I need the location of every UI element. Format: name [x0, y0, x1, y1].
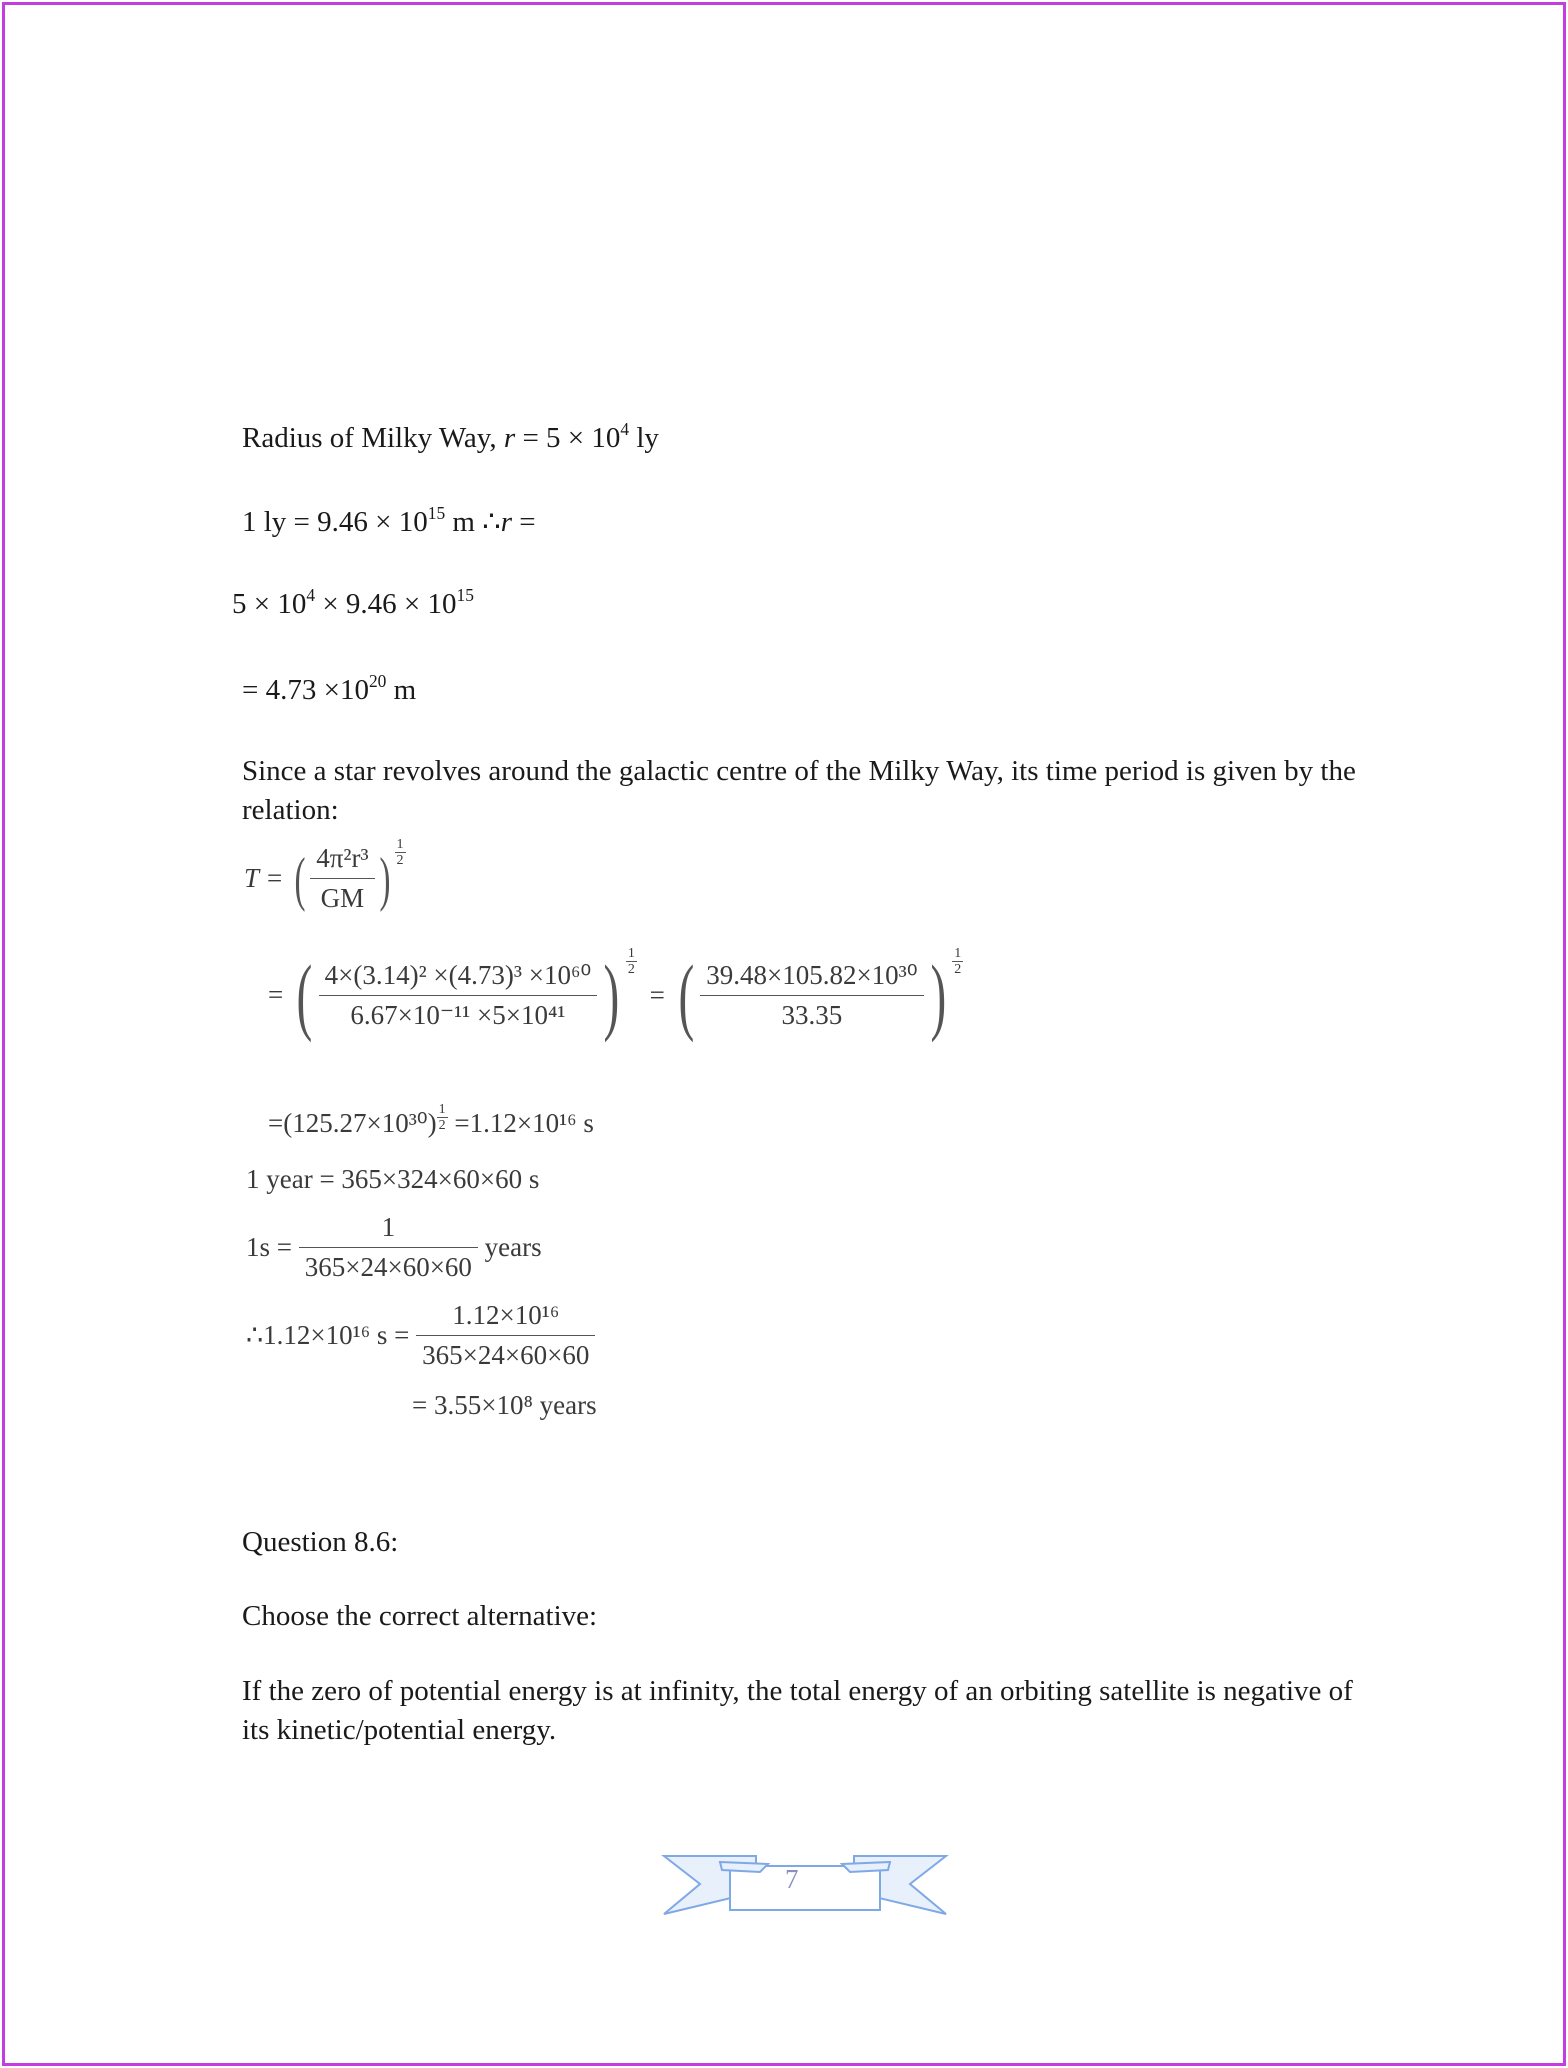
eq-sign: =: [649, 979, 665, 1010]
question-prompt: Choose the correct alternative:: [242, 1600, 598, 1632]
one-s-numerator: 1: [299, 1212, 478, 1248]
conversion-fraction: [416, 1300, 595, 1371]
half-d: 2: [438, 1118, 446, 1133]
formula-T: [244, 837, 406, 914]
simplified-fraction: [700, 960, 923, 1031]
substitution-fraction: [319, 960, 598, 1031]
product-a-exp: 4: [306, 584, 316, 605]
footer-ribbon: [660, 1850, 950, 1920]
ly-unit: m ∴: [445, 506, 501, 538]
half-d: 2: [627, 962, 635, 977]
half-exponent: [626, 946, 637, 977]
formula-T-numerator: 4π²r³: [310, 843, 374, 879]
result-open: =(125.27×10³⁰): [268, 1108, 437, 1138]
half-exponent: [437, 1102, 448, 1133]
final-years: = 3.55×10⁸ years: [412, 1390, 597, 1420]
ly-r-var: r: [500, 506, 512, 538]
year-definition: 1 year = 365×324×60×60 s: [246, 1164, 540, 1194]
formula-T-lhs: T =: [244, 863, 284, 893]
radius-label: Radius of Milky Way,: [242, 422, 504, 454]
paren-close: ): [930, 947, 946, 1043]
result-seconds: =1.12×10¹⁶ s: [447, 1108, 594, 1138]
ly-def: 1 ly = 9.46 × 10: [242, 506, 428, 538]
half-d: 2: [396, 853, 404, 868]
one-second-conversion: [246, 1212, 542, 1283]
half-exponent: [952, 946, 963, 977]
substitution-denominator: 6.67×10⁻¹¹ ×5×10⁴¹: [350, 999, 566, 1030]
paren-open: (: [294, 845, 306, 912]
radius-eq: = 5 × 10: [515, 422, 621, 454]
one-s-unit: years: [484, 1232, 542, 1262]
product-b-exp: 15: [456, 584, 474, 605]
result-r: = 4.73 ×10: [242, 674, 369, 706]
one-s-denominator: 365×24×60×60: [304, 1252, 472, 1282]
one-s-fraction: [299, 1212, 478, 1283]
one-s-lhs: 1s =: [246, 1232, 292, 1262]
question-title: Question 8.6:: [242, 1526, 399, 1558]
conversion-lhs: ∴1.12×10¹⁶ s =: [246, 1320, 410, 1350]
formula-substitution: [268, 946, 963, 1043]
result-r-unit: m: [386, 674, 417, 706]
formula-T-fraction: [310, 843, 374, 914]
formula-T-denominator: GM: [320, 883, 365, 913]
paragraph-since: Since a star revolves around the galactic centre of the Milky Way, its time period is given by the relation:: [242, 755, 1356, 826]
ribbon-icon: [660, 1850, 950, 1920]
radius-line: [242, 418, 659, 455]
product-b: × 9.46 × 10: [315, 588, 457, 620]
paren-close: ): [379, 845, 391, 912]
ly-r-eq: =: [511, 506, 536, 538]
radius-var: r: [503, 422, 516, 454]
radius-unit: ly: [629, 422, 659, 454]
substitution-numerator: 4×(3.14)² ×(4.73)³ ×10⁶⁰: [319, 960, 598, 996]
half-d: 2: [954, 962, 962, 977]
conversion-line: [246, 1300, 595, 1371]
paren-open: (: [678, 947, 694, 1043]
product-a: 5 × 10: [232, 588, 307, 620]
half-n: 1: [627, 946, 635, 961]
half-n: 1: [396, 837, 404, 852]
half-exponent: [395, 837, 406, 868]
radius-result-line: [242, 670, 417, 707]
conversion-numerator: 1.12×10¹⁶: [416, 1300, 595, 1336]
half-n: 1: [438, 1102, 446, 1117]
conversion-denominator: 365×24×60×60: [422, 1340, 590, 1370]
question-text: If the zero of potential energy is at infinity, the total energy of an orbiting satellite is negative of its kinetic/potential energy.: [242, 1675, 1353, 1746]
ly-exp: 15: [427, 502, 446, 523]
radius-exp: 4: [620, 418, 630, 439]
half-n: 1: [954, 946, 962, 961]
page-number: 7: [785, 1864, 799, 1894]
paren-open: (: [296, 947, 313, 1043]
result-r-exp: 20: [368, 670, 387, 691]
formula-result-seconds: [268, 1102, 594, 1139]
simplified-denominator: 33.35: [781, 999, 843, 1030]
ly-definition-line: [242, 504, 536, 539]
product-line: [232, 584, 474, 621]
eq-sign: =: [268, 979, 284, 1010]
simplified-numerator: 39.48×105.82×10³⁰: [700, 960, 923, 996]
paren-close: ): [603, 947, 620, 1043]
